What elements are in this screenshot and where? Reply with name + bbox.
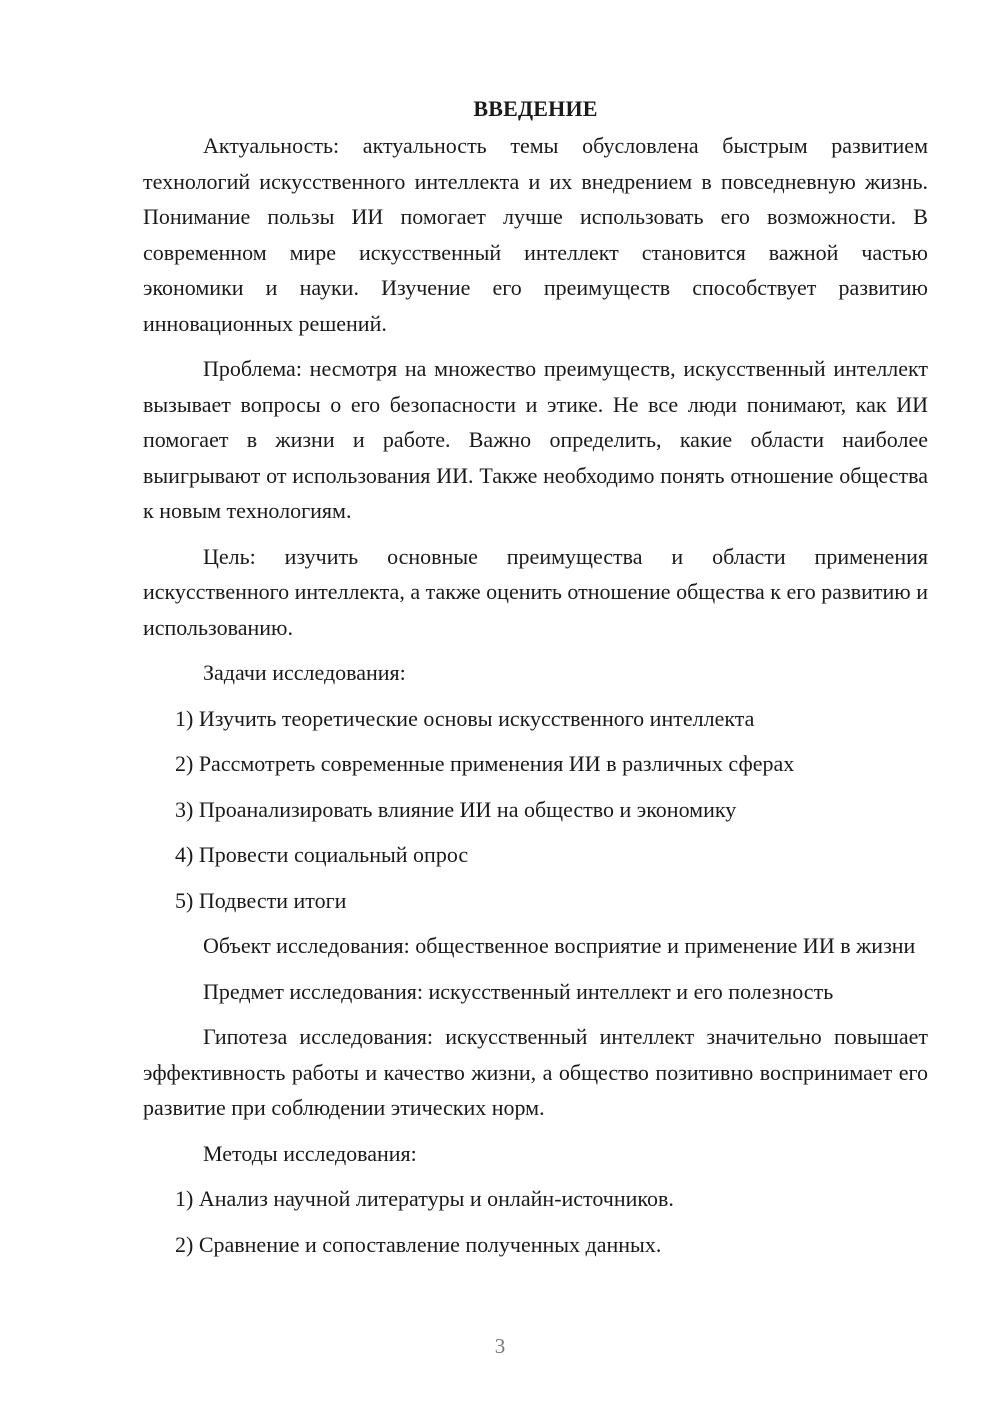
task-item: 5) Подвести итоги <box>175 887 347 913</box>
problem-paragraph: Проблема: несмотря на множество преимуществ, искусственный интеллект вызывает вопросы о его безопасности и этике. Не все люди понимают, как ИИ помогает в жизни и работе. Важно определить, какие области наиболее выигрывают от использования ИИ. Также необходимо понять отношение общества к новым технологиям. <box>143 356 928 523</box>
task-item: 4) Провести социальный опрос <box>175 842 469 867</box>
task-item: 2) Рассмотреть современные применения ИИ в различных сферах <box>175 751 795 776</box>
object-paragraph: Объект исследования: общественное восприятие и применение ИИ в жизни <box>203 933 916 958</box>
page-number: 3 <box>494 1334 506 1358</box>
method-item: 2) Сравнение и сопоставление полученных данных. <box>175 1231 662 1257</box>
document-page <box>143 90 928 1272</box>
methods-heading: Методы исследования: <box>203 1140 417 1166</box>
goal-paragraph: Цель: изучить основные преимущества и области применения искусственного интеллекта, а также оценить отношение общества к его развитию и использованию. <box>143 543 928 640</box>
method-item: 1) Анализ научной литературы и онлайн-источников. <box>175 1186 674 1211</box>
section-title: ВВЕДЕНИЕ <box>473 96 598 121</box>
task-item: 1) Изучить теоретические основы искусственного интеллекта <box>175 705 755 731</box>
subject-paragraph: Предмет исследования: искусственный интеллект и его полезность <box>203 978 834 1004</box>
tasks-heading: Задачи исследования: <box>203 660 406 685</box>
task-item: 3) Проанализировать влияние ИИ на общество и экономику <box>175 796 737 822</box>
hypothesis-paragraph: Гипотеза исследования: искусственный интеллект значительно повышает эффективность работы и качество жизни, а общество позитивно воспринимает его развитие при соблюдении этических норм. <box>143 1024 928 1120</box>
relevance-paragraph: Актуальность: актуальность темы обусловлена быстрым развитием технологий искусственного интеллекта и их внедрением в повседневную жизнь. Понимание пользы ИИ помогает лучше использовать его возможности. В современном мире искусственный интеллект становится важной частью экономики и науки. Изучение его преимуществ способствует развитию инновационных решений. <box>143 133 928 336</box>
